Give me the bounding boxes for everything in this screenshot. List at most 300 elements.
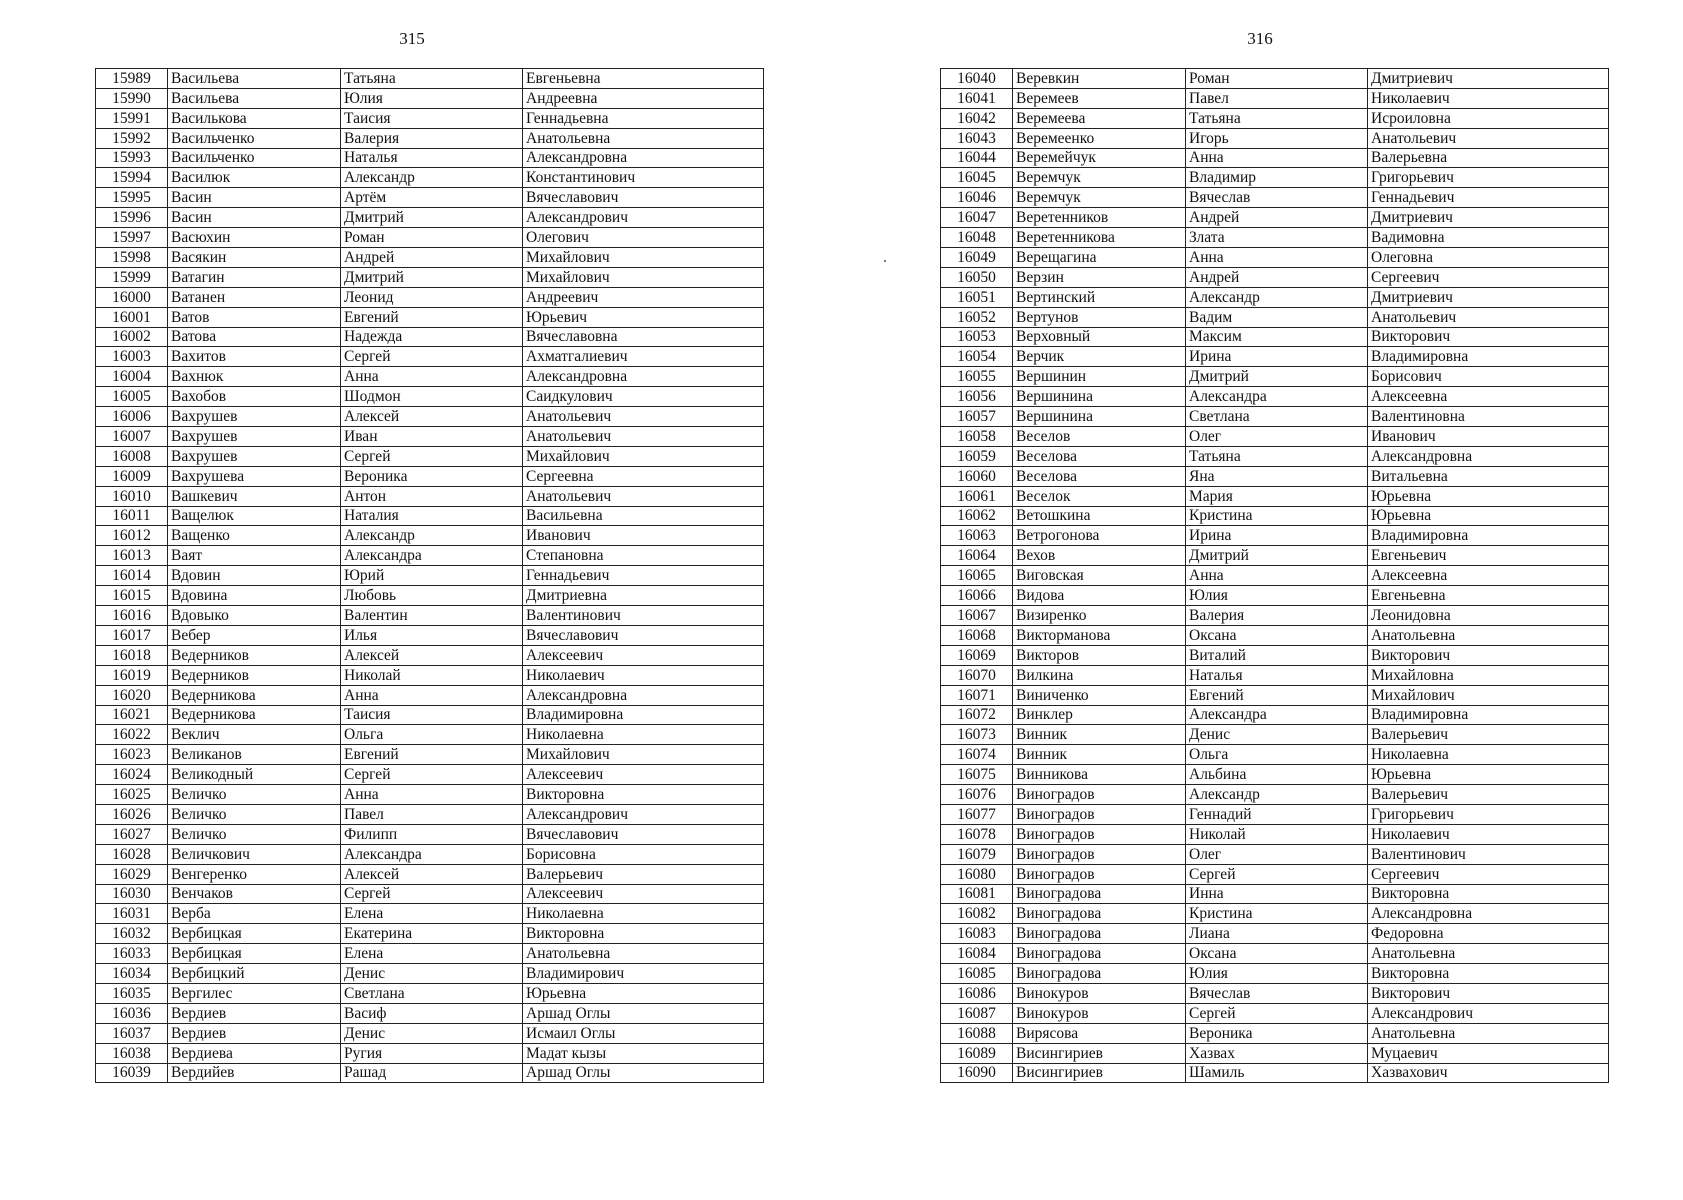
surname-cell: Васин (168, 208, 341, 228)
surname-cell: Виноградова (1013, 884, 1186, 904)
table-row (96, 566, 764, 586)
record-number-cell: 16079 (941, 844, 1013, 864)
record-number-cell: 16089 (941, 1043, 1013, 1063)
surname-cell: Ватов (168, 307, 341, 327)
record-number-cell: 16088 (941, 1023, 1013, 1043)
patronymic-cell: Михайлович (523, 446, 764, 466)
table-row (941, 387, 1609, 407)
surname-cell: Винник (1013, 725, 1186, 745)
record-number-cell: 16083 (941, 924, 1013, 944)
given-name-cell: Дмитрий (341, 267, 523, 287)
record-number-cell: 16054 (941, 347, 1013, 367)
table-row (96, 486, 764, 506)
surname-cell: Ваят (168, 546, 341, 566)
given-name-cell: Наталия (341, 506, 523, 526)
table-row (96, 287, 764, 307)
given-name-cell: Сергей (341, 884, 523, 904)
surname-cell: Вертинский (1013, 287, 1186, 307)
patronymic-cell: Олеговна (1368, 248, 1609, 268)
given-name-cell: Анна (1186, 148, 1368, 168)
patronymic-cell: Валентиновна (1368, 407, 1609, 427)
record-number-cell: 16062 (941, 506, 1013, 526)
table-row (941, 1003, 1609, 1023)
table-row (941, 69, 1609, 89)
record-number-cell: 16031 (96, 904, 168, 924)
patronymic-cell: Борисович (1368, 367, 1609, 387)
surname-cell: Виноградова (1013, 944, 1186, 964)
patronymic-cell: Витальевна (1368, 466, 1609, 486)
patronymic-cell: Сергеевич (1368, 864, 1609, 884)
table-row (941, 665, 1609, 685)
surname-cell: Веселов (1013, 427, 1186, 447)
record-number-cell: 16021 (96, 705, 168, 725)
record-number-cell: 16002 (96, 327, 168, 347)
given-name-cell: Александра (341, 844, 523, 864)
patronymic-cell: Анатольевна (523, 128, 764, 148)
given-name-cell: Андрей (1186, 208, 1368, 228)
surname-cell: Ведерникова (168, 705, 341, 725)
patronymic-cell: Геннадьевич (523, 566, 764, 586)
patronymic-cell: Исроиловна (1368, 108, 1609, 128)
patronymic-cell: Иванович (1368, 427, 1609, 447)
surname-cell: Вдовин (168, 566, 341, 586)
record-number-cell: 16024 (96, 765, 168, 785)
names-table (940, 68, 1609, 1083)
surname-cell: Винокуров (1013, 1003, 1186, 1023)
given-name-cell: Александра (341, 546, 523, 566)
surname-cell: Вершинина (1013, 407, 1186, 427)
given-name-cell: Виталий (1186, 645, 1368, 665)
patronymic-cell: Дмитриевич (1368, 287, 1609, 307)
patronymic-cell: Муцаевич (1368, 1043, 1609, 1063)
record-number-cell: 15993 (96, 148, 168, 168)
table-row (96, 1023, 764, 1043)
given-name-cell: Вероника (1186, 1023, 1368, 1043)
table-row (96, 526, 764, 546)
table-row (941, 287, 1609, 307)
table-row (941, 606, 1609, 626)
surname-cell: Веретенникова (1013, 228, 1186, 248)
record-number-cell: 16060 (941, 466, 1013, 486)
surname-cell: Васильченко (168, 128, 341, 148)
table-row (96, 506, 764, 526)
given-name-cell: Евгений (341, 307, 523, 327)
surname-cell: Ватанен (168, 287, 341, 307)
given-name-cell: Оксана (1186, 625, 1368, 645)
table-row (96, 168, 764, 188)
table-row (941, 208, 1609, 228)
patronymic-cell: Анатольевич (523, 407, 764, 427)
table-row (96, 983, 764, 1003)
given-name-cell: Хазвах (1186, 1043, 1368, 1063)
given-name-cell: Любовь (341, 586, 523, 606)
surname-cell: Веремчук (1013, 188, 1186, 208)
table-row (96, 1063, 764, 1083)
given-name-cell: Максим (1186, 327, 1368, 347)
patronymic-cell: Николаевна (523, 725, 764, 745)
record-number-cell: 16041 (941, 88, 1013, 108)
surname-cell: Василькова (168, 108, 341, 128)
surname-cell: Ватагин (168, 267, 341, 287)
record-number-cell: 16072 (941, 705, 1013, 725)
record-number-cell: 16043 (941, 128, 1013, 148)
surname-cell: Верзин (1013, 267, 1186, 287)
table-row (96, 407, 764, 427)
surname-cell: Викторманова (1013, 625, 1186, 645)
patronymic-cell: Александровна (523, 685, 764, 705)
surname-cell: Виноградова (1013, 924, 1186, 944)
record-number-cell: 16075 (941, 765, 1013, 785)
patronymic-cell: Дмитриевна (523, 586, 764, 606)
record-number-cell: 15994 (96, 168, 168, 188)
record-number-cell: 16049 (941, 248, 1013, 268)
record-number-cell: 15996 (96, 208, 168, 228)
record-number-cell: 16015 (96, 586, 168, 606)
table-row (941, 466, 1609, 486)
surname-cell: Величкович (168, 844, 341, 864)
surname-cell: Вахитов (168, 347, 341, 367)
given-name-cell: Павел (341, 804, 523, 824)
surname-cell: Висингириев (1013, 1043, 1186, 1063)
given-name-cell: Мария (1186, 486, 1368, 506)
patronymic-cell: Владимировна (1368, 526, 1609, 546)
surname-cell: Великодный (168, 765, 341, 785)
surname-cell: Вдовина (168, 586, 341, 606)
record-number-cell: 16073 (941, 725, 1013, 745)
table-row (941, 765, 1609, 785)
table-row (941, 1063, 1609, 1083)
patronymic-cell: Анатольевич (1368, 128, 1609, 148)
given-name-cell: Дмитрий (1186, 546, 1368, 566)
table-row (941, 228, 1609, 248)
given-name-cell: Илья (341, 625, 523, 645)
given-name-cell: Наталья (1186, 665, 1368, 685)
surname-cell: Веремейчук (1013, 148, 1186, 168)
table-row (96, 347, 764, 367)
record-number-cell: 16044 (941, 148, 1013, 168)
record-number-cell: 16046 (941, 188, 1013, 208)
given-name-cell: Шамиль (1186, 1063, 1368, 1083)
record-number-cell: 16037 (96, 1023, 168, 1043)
patronymic-cell: Владимировна (1368, 705, 1609, 725)
table-row (96, 844, 764, 864)
patronymic-cell: Анатольевич (1368, 307, 1609, 327)
patronymic-cell: Александрович (1368, 1003, 1609, 1023)
given-name-cell: Юлия (341, 88, 523, 108)
surname-cell: Васин (168, 188, 341, 208)
given-name-cell: Валентин (341, 606, 523, 626)
patronymic-cell: Александрович (523, 208, 764, 228)
table-row (941, 347, 1609, 367)
given-name-cell: Андрей (1186, 267, 1368, 287)
surname-cell: Вашкевич (168, 486, 341, 506)
given-name-cell: Анна (341, 785, 523, 805)
table-row (941, 804, 1609, 824)
patronymic-cell: Валерьевич (1368, 785, 1609, 805)
patronymic-cell: Константинович (523, 168, 764, 188)
table-row (96, 864, 764, 884)
patronymic-cell: Михайловна (1368, 665, 1609, 685)
table-row (941, 645, 1609, 665)
surname-cell: Вахрушев (168, 446, 341, 466)
table-row (941, 367, 1609, 387)
patronymic-cell: Анатольевна (1368, 625, 1609, 645)
surname-cell: Ведерников (168, 665, 341, 685)
record-number-cell: 15995 (96, 188, 168, 208)
table-row (96, 924, 764, 944)
record-number-cell: 16087 (941, 1003, 1013, 1023)
given-name-cell: Валерия (341, 128, 523, 148)
table-row (96, 427, 764, 447)
record-number-cell: 16006 (96, 407, 168, 427)
patronymic-cell: Андреевна (523, 88, 764, 108)
patronymic-cell: Евгеньевич (1368, 546, 1609, 566)
record-number-cell: 16082 (941, 904, 1013, 924)
patronymic-cell: Александрович (523, 804, 764, 824)
page-number: 315 (399, 29, 425, 48)
patronymic-cell: Михайлович (1368, 685, 1609, 705)
given-name-cell: Ирина (1186, 526, 1368, 546)
record-number-cell: 16074 (941, 745, 1013, 765)
given-name-cell: Анна (1186, 566, 1368, 586)
given-name-cell: Леонид (341, 287, 523, 307)
record-number-cell: 16069 (941, 645, 1013, 665)
patronymic-cell: Алексеевна (1368, 387, 1609, 407)
record-number-cell: 15991 (96, 108, 168, 128)
surname-cell: Вилкина (1013, 665, 1186, 685)
table-row (96, 904, 764, 924)
record-number-cell: 16016 (96, 606, 168, 626)
table-row (941, 327, 1609, 347)
patronymic-cell: Валентинович (523, 606, 764, 626)
table-row (941, 904, 1609, 924)
table-row (941, 427, 1609, 447)
patronymic-cell: Викторович (1368, 983, 1609, 1003)
patronymic-cell: Юрьевич (523, 307, 764, 327)
patronymic-cell: Сергеевич (1368, 267, 1609, 287)
record-number-cell: 16084 (941, 944, 1013, 964)
table-row (96, 785, 764, 805)
table-row (96, 188, 764, 208)
record-number-cell: 16055 (941, 367, 1013, 387)
given-name-cell: Андрей (341, 248, 523, 268)
surname-cell: Ватова (168, 327, 341, 347)
record-number-cell: 16086 (941, 983, 1013, 1003)
given-name-cell: Сергей (1186, 1003, 1368, 1023)
patronymic-cell: Григорьевич (1368, 804, 1609, 824)
given-name-cell: Ольга (1186, 745, 1368, 765)
table-row (941, 1043, 1609, 1063)
record-number-cell: 16058 (941, 427, 1013, 447)
patronymic-cell: Вячеславович (523, 625, 764, 645)
patronymic-cell: Алексеевна (1368, 566, 1609, 586)
record-number-cell: 16000 (96, 287, 168, 307)
given-name-cell: Евгений (341, 745, 523, 765)
table-row (96, 1043, 764, 1063)
record-number-cell: 16042 (941, 108, 1013, 128)
record-number-cell: 15997 (96, 228, 168, 248)
given-name-cell: Сергей (341, 347, 523, 367)
given-name-cell: Анна (341, 367, 523, 387)
table-row (941, 785, 1609, 805)
table-row (941, 248, 1609, 268)
patronymic-cell: Вячеславович (523, 824, 764, 844)
surname-cell: Вебер (168, 625, 341, 645)
surname-cell: Виноградов (1013, 824, 1186, 844)
record-number-cell: 16025 (96, 785, 168, 805)
given-name-cell: Денис (341, 1023, 523, 1043)
table-row (96, 745, 764, 765)
patronymic-cell: Сергеевна (523, 466, 764, 486)
surname-cell: Вдовыко (168, 606, 341, 626)
record-number-cell: 16018 (96, 645, 168, 665)
given-name-cell: Светлана (1186, 407, 1368, 427)
patronymic-cell: Юрьевна (1368, 765, 1609, 785)
surname-cell: Васильева (168, 88, 341, 108)
table-row (96, 824, 764, 844)
record-number-cell: 16004 (96, 367, 168, 387)
record-number-cell: 15990 (96, 88, 168, 108)
scan-speck (884, 260, 886, 262)
surname-cell: Виноградов (1013, 804, 1186, 824)
table-row (941, 884, 1609, 904)
patronymic-cell: Валерьевна (1368, 148, 1609, 168)
patronymic-cell: Дмитриевич (1368, 69, 1609, 89)
surname-cell: Веклич (168, 725, 341, 745)
patronymic-cell: Вячеславовна (523, 327, 764, 347)
surname-cell: Висингириев (1013, 1063, 1186, 1083)
patronymic-cell: Викторович (1368, 645, 1609, 665)
table-row (96, 964, 764, 984)
record-number-cell: 16020 (96, 685, 168, 705)
patronymic-cell: Владимирович (523, 964, 764, 984)
given-name-cell: Александр (1186, 287, 1368, 307)
table-row (941, 307, 1609, 327)
patronymic-cell: Анатольевич (523, 486, 764, 506)
record-number-cell: 16047 (941, 208, 1013, 228)
record-number-cell: 16057 (941, 407, 1013, 427)
record-number-cell: 15992 (96, 128, 168, 148)
patronymic-cell: Алексеевич (523, 645, 764, 665)
patronymic-cell: Анатольевна (1368, 1023, 1609, 1043)
record-number-cell: 16053 (941, 327, 1013, 347)
surname-cell: Вершинина (1013, 387, 1186, 407)
given-name-cell: Вячеслав (1186, 983, 1368, 1003)
patronymic-cell: Евгеньевна (523, 69, 764, 89)
surname-cell: Вертунов (1013, 307, 1186, 327)
table-row (941, 546, 1609, 566)
surname-cell: Верховный (1013, 327, 1186, 347)
surname-cell: Ващелюк (168, 506, 341, 526)
surname-cell: Великанов (168, 745, 341, 765)
table-row (941, 745, 1609, 765)
given-name-cell: Владимир (1186, 168, 1368, 188)
given-name-cell: Ольга (341, 725, 523, 745)
table-row (96, 387, 764, 407)
given-name-cell: Филипп (341, 824, 523, 844)
record-number-cell: 16014 (96, 566, 168, 586)
given-name-cell: Олег (1186, 427, 1368, 447)
surname-cell: Васильченко (168, 148, 341, 168)
record-number-cell: 16050 (941, 267, 1013, 287)
table-row (941, 168, 1609, 188)
given-name-cell: Роман (1186, 69, 1368, 89)
patronymic-cell: Николаевич (523, 665, 764, 685)
table-row (941, 148, 1609, 168)
given-name-cell: Надежда (341, 327, 523, 347)
patronymic-cell: Исмаил Оглы (523, 1023, 764, 1043)
patronymic-cell: Васильевна (523, 506, 764, 526)
surname-cell: Винклер (1013, 705, 1186, 725)
patronymic-cell: Борисовна (523, 844, 764, 864)
patronymic-cell: Мадат кызы (523, 1043, 764, 1063)
given-name-cell: Дмитрий (341, 208, 523, 228)
table-row (941, 625, 1609, 645)
patronymic-cell: Валентинович (1368, 844, 1609, 864)
patronymic-cell: Викторович (1368, 327, 1609, 347)
table-row (96, 69, 764, 89)
table-row (941, 924, 1609, 944)
given-name-cell: Иван (341, 427, 523, 447)
surname-cell: Ведерников (168, 645, 341, 665)
record-number-cell: 16071 (941, 685, 1013, 705)
patronymic-cell: Михайлович (523, 745, 764, 765)
patronymic-cell: Алексеевич (523, 884, 764, 904)
record-number-cell: 16090 (941, 1063, 1013, 1083)
surname-cell: Вердийев (168, 1063, 341, 1083)
record-number-cell: 16010 (96, 486, 168, 506)
record-number-cell: 16034 (96, 964, 168, 984)
table-row (96, 228, 764, 248)
patronymic-cell: Викторовна (523, 924, 764, 944)
given-name-cell: Татьяна (341, 69, 523, 89)
patronymic-cell: Вячеславович (523, 188, 764, 208)
patronymic-cell: Викторовна (1368, 964, 1609, 984)
given-name-cell: Екатерина (341, 924, 523, 944)
table-row (96, 446, 764, 466)
given-name-cell: Алексей (341, 645, 523, 665)
given-name-cell: Валерия (1186, 606, 1368, 626)
given-name-cell: Юлия (1186, 964, 1368, 984)
record-number-cell: 16026 (96, 804, 168, 824)
table-row (941, 725, 1609, 745)
record-number-cell: 16045 (941, 168, 1013, 188)
surname-cell: Веремчук (1013, 168, 1186, 188)
record-number-cell: 16030 (96, 884, 168, 904)
given-name-cell: Алексей (341, 864, 523, 884)
given-name-cell: Яна (1186, 466, 1368, 486)
patronymic-cell: Анатольевич (523, 427, 764, 447)
patronymic-cell: Григорьевич (1368, 168, 1609, 188)
patronymic-cell: Аршад Оглы (523, 1063, 764, 1083)
surname-cell: Веселок (1013, 486, 1186, 506)
given-name-cell: Оксана (1186, 944, 1368, 964)
given-name-cell: Артём (341, 188, 523, 208)
surname-cell: Вехов (1013, 546, 1186, 566)
table-row (941, 486, 1609, 506)
surname-cell: Веселова (1013, 446, 1186, 466)
patronymic-cell: Вадимовна (1368, 228, 1609, 248)
record-number-cell: 16019 (96, 665, 168, 685)
given-name-cell: Рашад (341, 1063, 523, 1083)
given-name-cell: Лиана (1186, 924, 1368, 944)
record-number-cell: 16081 (941, 884, 1013, 904)
surname-cell: Васякин (168, 248, 341, 268)
surname-cell: Виноградова (1013, 904, 1186, 924)
patronymic-cell: Николаевна (523, 904, 764, 924)
given-name-cell: Вероника (341, 466, 523, 486)
surname-cell: Виноградов (1013, 844, 1186, 864)
